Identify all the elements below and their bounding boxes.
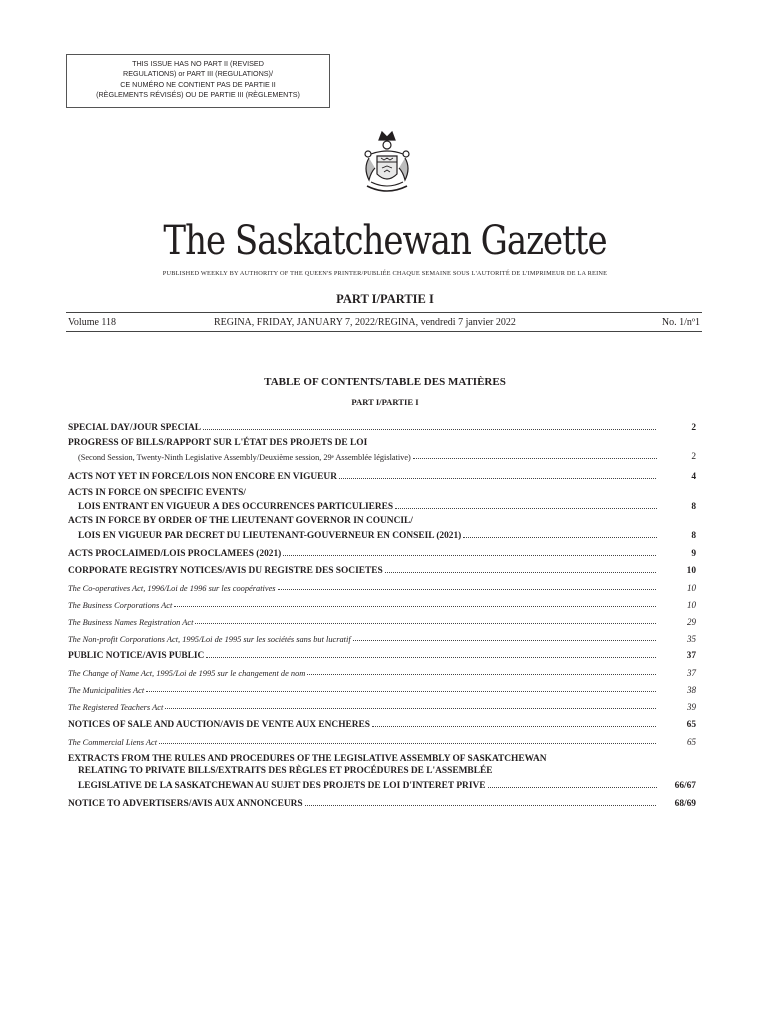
toc-entry-title: PUBLIC NOTICE/AVIS PUBLIC bbox=[68, 650, 205, 661]
toc-entry[interactable] bbox=[68, 778, 696, 791]
toc-entry-heading[interactable]: RELATING TO PRIVATE BILLS/EXTRAITS DES RÈGLES ET PROCÉDURES DE L'ASSEMBLÉE bbox=[78, 766, 493, 776]
issue-number: No. 1/nº1 bbox=[661, 317, 700, 328]
toc-entry-title: SPECIAL DAY/JOUR SPÉCIAL bbox=[68, 423, 202, 433]
toc-entry-page: 10 bbox=[687, 582, 696, 593]
toc-entry[interactable] bbox=[68, 678, 696, 695]
toc-entry-title: The Business Names Registration Act bbox=[68, 617, 194, 627]
notice-line: THIS ISSUE HAS NO PART II (REVISED bbox=[132, 59, 264, 68]
toc-entry-page: 29 bbox=[687, 616, 696, 627]
gazette-subtitle: PUBLISHED WEEKLY BY AUTHORITY OF THE QUEEN'S PRINTER/PUBLIÉE CHAQUE SEMAINE SOUS L'AUTORITÉ DE L'IMPRIMEUR DE LA REINE bbox=[162, 270, 608, 277]
toc-entry-page: 2 bbox=[691, 423, 696, 433]
toc-entry-title: NOTICES OF SALE AND AUCTION/AVIS DE VENTE AUX ENCHÈRES bbox=[68, 719, 370, 730]
part-heading: PART I/PARTIE I bbox=[336, 292, 434, 306]
gazette-title: The Saskatchewan Gazette bbox=[163, 216, 607, 264]
coat-of-arms-icon bbox=[357, 128, 417, 200]
toc-entry-title: The Municipalities Act bbox=[68, 685, 145, 695]
toc-entry-heading[interactable]: ACTS IN FORCE BY ORDER OF THE LIEUTENANT GOVERNOR IN COUNCIL/ bbox=[68, 516, 413, 526]
toc-entry-title: LOIS EN VIGUEUR PAR DÉCRET DU LIEUTENANT-GOUVERNEUR EN CONSEIL (2021) bbox=[78, 530, 462, 541]
toc-entry[interactable] bbox=[68, 576, 696, 593]
toc-entry-title: The Business Corporations Act bbox=[68, 600, 173, 610]
toc-entry-heading[interactable]: EXTRACTS FROM THE RULES AND PROCEDURES OF THE LEGISLATIVE ASSEMBLY OF SASKATCHEWAN bbox=[68, 753, 547, 764]
toc-entry-title: LOIS ENTRANT EN VIGUEUR À DES OCCURRENCES PARTICULIÈRES bbox=[78, 502, 394, 512]
toc-entry-title: CORPORATE REGISTRY NOTICES/AVIS DU REGISTRE DES SOCIÉTÉS bbox=[68, 565, 383, 576]
toc-entry-page: 68/69 bbox=[674, 798, 696, 809]
toc-entry-page: 37 bbox=[687, 667, 696, 678]
toc-entry-page: 37 bbox=[686, 650, 696, 661]
toc-entry-page: 39 bbox=[687, 701, 696, 712]
toc-entry[interactable] bbox=[68, 563, 696, 576]
notice-line: REGULATIONS) or PART III (REGULATIONS)/ bbox=[123, 69, 273, 79]
toc-entry-title: ACTS NOT YET IN FORCE/LOIS NON ENCORE EN VIGUEUR bbox=[68, 471, 337, 482]
toc-entry[interactable] bbox=[68, 695, 696, 712]
volume-label: Volume 118 bbox=[68, 317, 117, 328]
toc-entry-title: The Commercial Liens Act bbox=[68, 737, 158, 747]
toc-entry-title: (Second Session, Twenty-Ninth Legislative Assembly/Deuxième session, 29ᵉ Assemblée législative) bbox=[78, 452, 411, 462]
toc-entry-title: The Registered Teachers Act bbox=[68, 702, 164, 712]
toc-entry[interactable] bbox=[68, 647, 696, 661]
dateline: REGINA, FRIDAY, JANUARY 7, 2022/REGINA, vendredi 7 janvier 2022 bbox=[214, 317, 516, 328]
toc-subtitle: PART I/PARTIE I bbox=[351, 397, 419, 407]
toc-entry-title: The Change of Name Act, 1995/Loi de 1995 sur le changement de nom bbox=[68, 668, 306, 678]
table-of-contents bbox=[68, 419, 696, 809]
toc-entry-heading[interactable]: ACTS IN FORCE ON SPECIFIC EVENTS/ bbox=[68, 487, 246, 498]
toc-entry-page: 9 bbox=[691, 548, 696, 559]
toc-entry-page: 4 bbox=[691, 471, 696, 482]
toc-entry[interactable] bbox=[68, 716, 696, 730]
toc-entry-heading[interactable]: PROGRESS OF BILLS/RAPPORT SUR L'ÉTAT DES PROJETS DE LOI bbox=[68, 438, 368, 448]
toc-entry-title: The Co-operatives Act, 1996/Loi de 1996 sur les coopératives bbox=[68, 583, 276, 593]
toc-entry-page: 8 bbox=[691, 502, 696, 512]
toc-entry-page: 8 bbox=[691, 530, 696, 541]
toc-title: TABLE OF CONTENTS/TABLE DES MATIÈRES bbox=[264, 376, 506, 388]
toc-entry[interactable] bbox=[68, 610, 696, 627]
toc-entry[interactable] bbox=[68, 730, 696, 747]
toc-entry[interactable] bbox=[68, 661, 696, 678]
toc-entry[interactable] bbox=[68, 419, 696, 433]
toc-entry-page: 2 bbox=[691, 451, 696, 462]
toc-entry-title: NOTICE TO ADVERTISERS/AVIS AUX ANNONCEURS bbox=[68, 798, 303, 809]
toc-entry-title: The Non-profit Corporations Act, 1995/Loi de 1995 sur les sociétés sans but lucratif bbox=[68, 634, 351, 644]
issue-metadata-bar bbox=[66, 312, 702, 332]
no-part-ii-notice-box bbox=[66, 54, 330, 108]
toc-entry[interactable] bbox=[68, 546, 696, 559]
toc-entry[interactable] bbox=[68, 796, 696, 809]
toc-entry-page: 65 bbox=[687, 736, 696, 747]
toc-entry[interactable] bbox=[68, 528, 696, 541]
toc-entry[interactable] bbox=[68, 499, 696, 512]
toc-entry-title: LÉGISLATIVE DE LA SASKATCHEWAN AU SUJET DES PROJETS DE LOI D'INTERÊT PRIVÉ bbox=[78, 780, 486, 791]
toc-entry[interactable] bbox=[68, 627, 696, 644]
toc-entry-page: 65 bbox=[686, 719, 696, 730]
toc-entry-page: 35 bbox=[687, 633, 696, 644]
notice-line: (RÈGLEMENTS RÉVISÉS) OU DE PARTIE III (RÈGLEMENTS) bbox=[96, 90, 300, 100]
toc-entry-page: 10 bbox=[687, 599, 696, 610]
toc-entry[interactable] bbox=[68, 593, 696, 610]
toc-entry[interactable] bbox=[68, 470, 696, 482]
toc-entry-page: 38 bbox=[687, 684, 696, 695]
toc-entry-title: ACTS PROCLAIMED/LOIS PROCLAMÉES (2021) bbox=[68, 548, 282, 559]
notice-line: CE NUMÉRO NE CONTIENT PAS DE PARTIE II bbox=[120, 79, 276, 89]
toc-entry-page: 66/67 bbox=[674, 780, 696, 791]
toc-entry[interactable] bbox=[68, 450, 696, 462]
toc-entry-page: 10 bbox=[686, 565, 696, 576]
